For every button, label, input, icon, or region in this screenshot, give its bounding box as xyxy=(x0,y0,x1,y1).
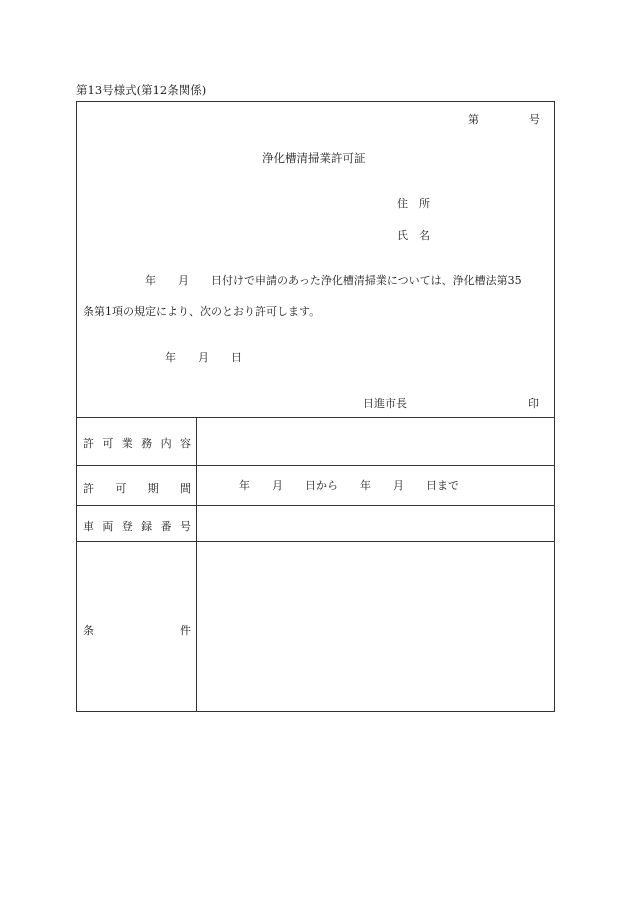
table-divider xyxy=(77,465,554,466)
address-label: 住 所 xyxy=(397,197,430,210)
row-label-vehicle-registration: 車 両 登 録 番 号 xyxy=(83,520,191,533)
statement-line-1: 年 月 日付けで申請のあった浄化槽清掃業については、浄化槽法第35 xyxy=(145,274,522,287)
issue-date: 年 月 日 xyxy=(165,351,242,364)
table-divider xyxy=(77,417,554,418)
table-divider xyxy=(77,505,554,506)
table-divider xyxy=(77,541,554,542)
issuer-name: 日進市長 xyxy=(363,397,407,410)
name-label: 氏 名 xyxy=(397,229,430,242)
permit-number-prefix: 第 xyxy=(468,113,479,126)
seal-mark: 印 xyxy=(528,397,539,410)
row-value-permit-period: 年 月 日から 年 月 日まで xyxy=(239,479,459,492)
row-label-permit-period: 許 可 期 間 xyxy=(83,482,191,495)
table-column-divider xyxy=(196,417,197,712)
document-title: 浄化槽清掃業許可証 xyxy=(262,151,366,165)
permit-number-suffix: 号 xyxy=(529,113,540,126)
form-code: 第13号様式(第12条関係) xyxy=(76,83,207,97)
row-label-conditions: 条 件 xyxy=(83,624,191,637)
permit-form xyxy=(76,101,555,712)
statement-line-2: 条第1項の規定により、次のとおり許可します。 xyxy=(83,305,321,318)
row-label-business-content: 許 可 業 務 内 容 xyxy=(83,437,191,450)
